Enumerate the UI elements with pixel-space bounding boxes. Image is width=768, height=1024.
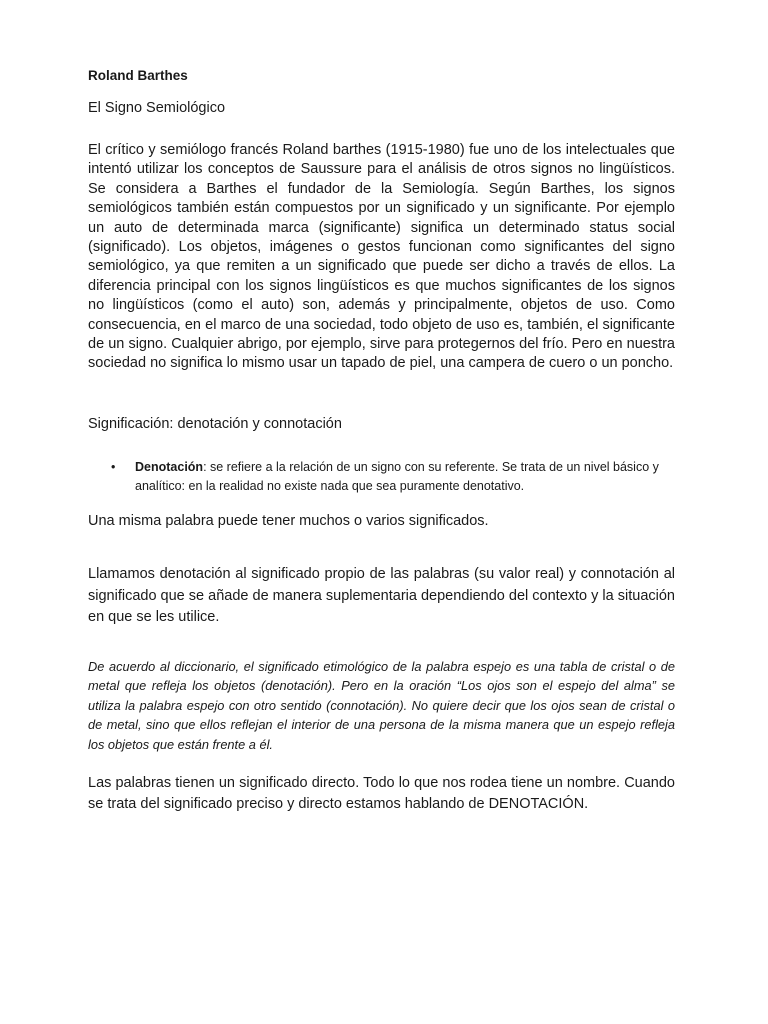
paragraph-multiple-meanings: Una misma palabra puede tener muchos o varios significados. [88, 513, 489, 529]
document-subtitle: El Signo Semiológico [88, 100, 226, 116]
author-heading: Roland Barthes [88, 68, 188, 83]
intro-paragraph: El crítico y semiólogo francés Roland barthes (1915-1980) fue uno de los intelectuales que intentó utilizar los conceptos de Saussure para el análisis de otros signos no lingüísticos. Se considera a Barthes el fundador de la Semiología. Según Barthes, los signos semiológicos también están compuestos por un significado y un significante. Por ejemplo un auto de determinada marca (significante) significa un determinado status social (significado). Los objetos, imágenes o gestos funcionan como significantes del signo semiológico, ya que remiten a un significado que puede ser dicho a través de ellos. La diferencia principal con los signos lingüísticos es que muchos significantes de los signos no lingüísticos (como el auto) son, además y principalmente, objetos de uso. Como consecuencia, en el marco de una sociedad, todo objeto de uso es, también, el significante de un signo. Cualquier abrigo, por ejemplo, sirve para protegernos del frío. Pero en nuestra sociedad no significa lo mismo usar un tapado de piel, una campera de cuero o un poncho. [88, 142, 675, 372]
bullet-term: Denotación [135, 460, 204, 474]
paragraph-mirror-example: De acuerdo al diccionario, el significado etimológico de la palabra espejo es una tabla de cristal o de metal que refleja los objetos (denotación). Pero en la oración “Los ojos son el espejo del alma” se utiliza la palabra espejo con otro sentido (connotación). No quiere decir que los ojos sean de cristal o de metal, sino que ellos reflejan el interior de una persona de la misma manera que un espejo refleja los objetos que están frente a él. [88, 659, 675, 752]
section-heading: Significación: denotación y connotación [88, 416, 342, 432]
bullet-list [88, 458, 675, 496]
paragraph-denotation-connotation: Llamamos denotación al significado propio de las palabras (su valor real) y connotación al significado que se añade de manera suplementaria dependiendo del contexto y la situación en que se les utilice. [88, 566, 675, 625]
list-item [88, 458, 675, 496]
bullet-icon: • [111, 460, 116, 474]
paragraph-direct-meaning: Las palabras tienen un significado directo. Todo lo que nos rodea tiene un nombre. Cuando se trata del significado preciso y directo estamos hablando de DENOTACIÓN. [88, 775, 675, 812]
bullet-text: : se refiere a la relación de un signo con su referente. Se trata de un nivel básico y analítico: en la realidad no existe nada que sea puramente denotativo. [135, 460, 659, 493]
